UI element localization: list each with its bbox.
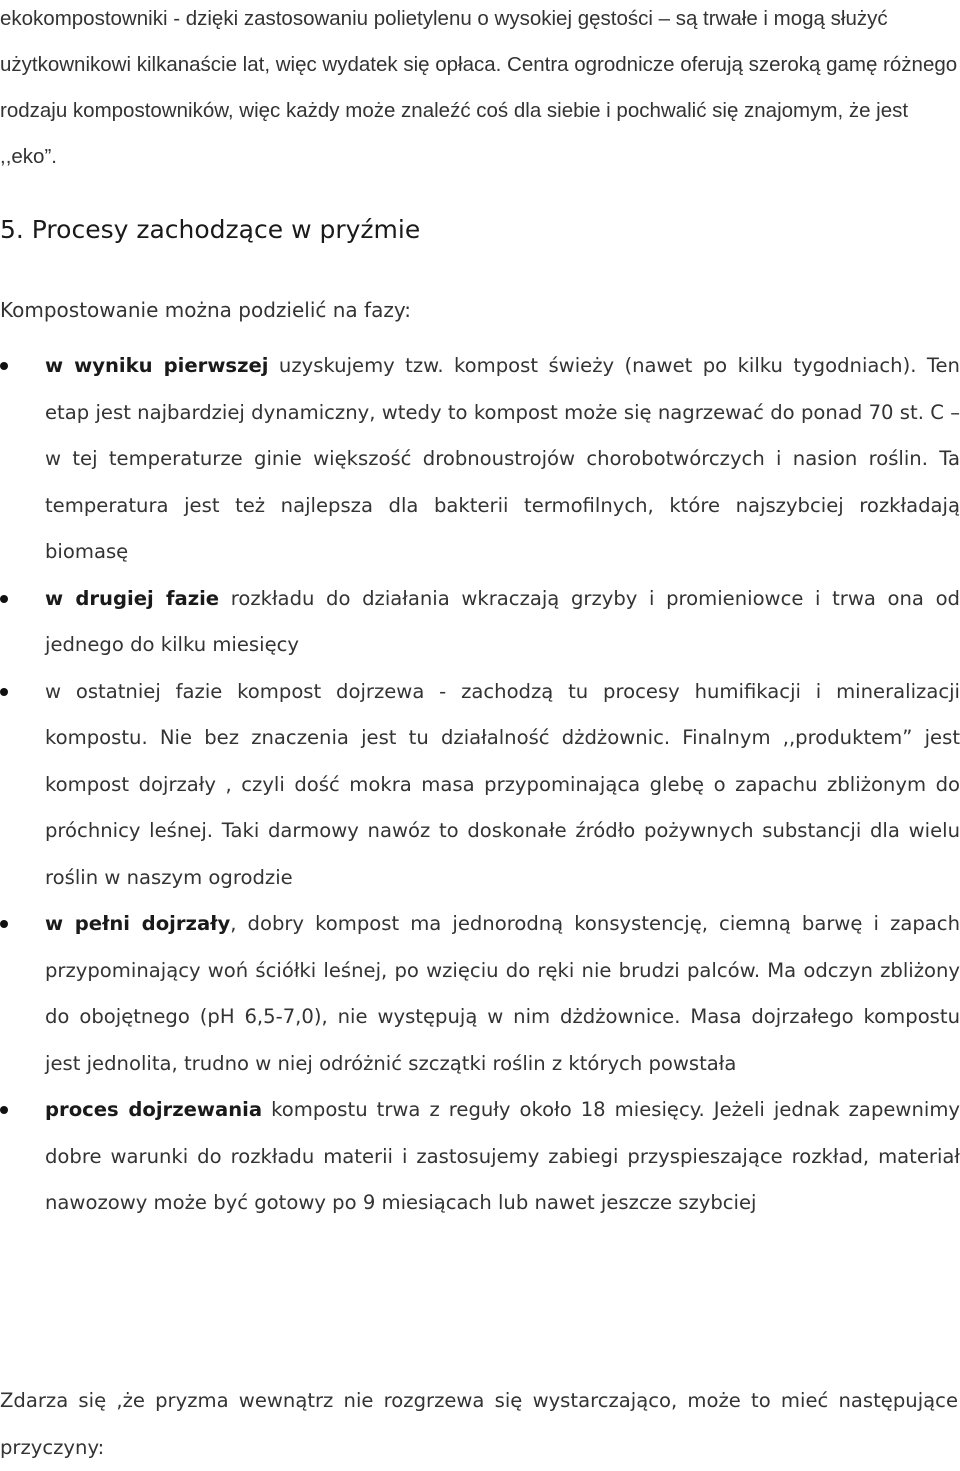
intro-paragraph: ekokompostowniki - dzięki zastosowaniu polietylenu o wysokiej gęstości – są trwałe i mogą służyć użytkownikowi kilkanaście lat, więc wydatek się opłaca. Centra ogrodnicze oferują szeroką gamę różnego rodzaju kompostowników, więc każdy może znaleźć coś dla siebie i pochwalić się znajomym, że jest ,,eko”. [0,7,958,168]
phase-keyword: w wyniku pierwszej [45,354,269,377]
list-item [0,669,960,902]
phase-text: uzyskujemy tzw. kompost świeży (nawet po kilku tygodniach). Ten etap jest najbardziej dynamiczny, wtedy to kompost może się nagrzewać do ponad 70 st. C – w tej temperaturze ginie większość drobnoustrojów chorobotwórczych i nasion roślin. Ta temperatura jest też najlepsza dla bakterii termofilnych, które najszybciej rozkładają biomasę [45,354,960,563]
bullet-icon [0,362,8,370]
list-item [0,1087,960,1227]
closing-paragraph: Zdarza się ,że pryzma wewnątrz nie rozgrzewa się wystarczająco, może to mieć następujące przyczyny: [0,1389,958,1459]
section-lead: Kompostowanie można podzielić na fazy: [0,298,411,322]
phase-text: kompostu trwa z reguły około 18 miesięcy. Jeżeli jednak zapewnimy dobre warunki do rozkładu materii i zastosujemy zabiegi przyspieszające rozkład, materiał nawozowy może być gotowy po 9 miesiącach lub nawet jeszcze szybciej [45,1098,960,1214]
phase-keyword: w pełni dojrzały [45,912,231,935]
phase-text: , dobry kompost ma jednorodną konsystencję, ciemną barwę i zapach przypominający woń ściółki leśnej, po wzięciu do ręki nie brudzi palców. Ma odczyn zbliżony do obojętnego (pH 6,5-7,0), nie występują w nim dżdżownice. Masa dojrzałego kompostu jest jednolita, trudno w niej odróżnić szczątki roślin z których powstała [45,912,960,1075]
section-heading: 5. Procesy zachodzące w pryźmie [0,215,421,244]
phase-keyword: w drugiej fazie [45,586,220,610]
bullet-icon [0,1106,8,1114]
phase-text: w ostatniej fazie kompost dojrzewa - zachodzą tu procesy humifikacji i mineralizacji kompostu. Nie bez znaczenia jest tu działalność dżdżownic. Finalnym ,,produktem” jest kompost dojrzały , czyli dość mokra masa przypominająca glebę o zapachu zbliżonym do próchnicy leśnej. Taki darmowy nawóz to doskonałe źródło pożywnych substancji dla wielu roślin w naszym ogrodzie [45,679,960,889]
bullet-icon [0,688,8,696]
phase-text: rozkładu do działania wkraczają grzyby i promieniowce i trwa ona od jednego do kilku miesięcy [45,586,960,656]
phase-keyword: proces dojrzewania [45,1098,263,1121]
phases-list [0,343,960,1227]
list-item [0,343,960,576]
list-item [0,901,960,1087]
bullet-icon [0,595,8,603]
list-item [0,576,960,669]
bullet-icon [0,920,8,928]
